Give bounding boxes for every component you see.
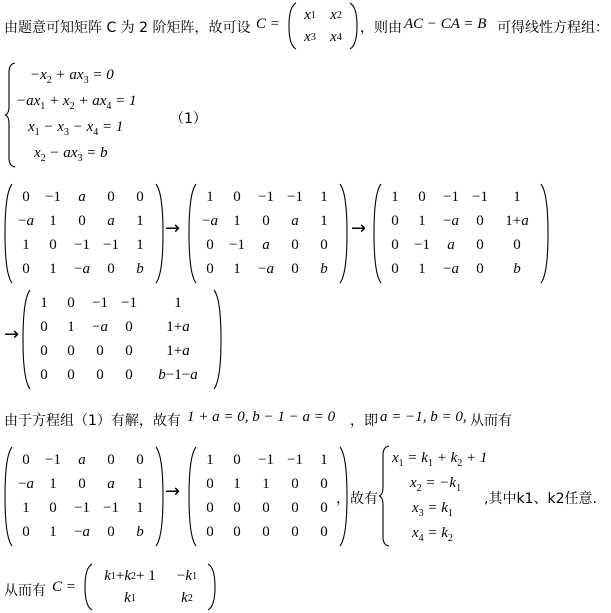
matrix-cell: −1 bbox=[103, 237, 119, 253]
right-parenthesis bbox=[155, 446, 164, 547]
row-reduce-arrow-4: → bbox=[165, 481, 181, 502]
matrix-cell: 1 bbox=[233, 261, 241, 277]
matrix-cell: 1 bbox=[22, 237, 30, 253]
right-parenthesis bbox=[155, 183, 164, 284]
matrix-cell: 0 bbox=[49, 500, 57, 516]
matrix-cell: − a bbox=[18, 213, 34, 229]
matrix-cell: a bbox=[78, 452, 86, 468]
matrix-cell: 0 bbox=[291, 524, 299, 540]
matrix-cell: 0 bbox=[262, 500, 270, 516]
matrix-cell: 1 bbox=[49, 213, 57, 229]
matrix-cell: −1 bbox=[287, 452, 303, 468]
matrix-cell: 0 bbox=[22, 261, 30, 277]
matrix-cell: k 1 bbox=[124, 589, 136, 606]
matrix-cell: 1 bbox=[136, 237, 144, 253]
hence-text: 从而有 bbox=[470, 413, 512, 429]
row-reduce-arrow-3: → bbox=[4, 324, 20, 345]
matrix-cell: 1 bbox=[391, 189, 399, 205]
matrix-cell: a bbox=[447, 237, 455, 253]
matrix-cell: 0 bbox=[391, 261, 399, 277]
matrix-cell: 0 bbox=[291, 237, 299, 253]
matrix-cell: 0 bbox=[67, 367, 75, 383]
matrix-cell: 0 bbox=[96, 367, 104, 383]
matrix-cell: a bbox=[107, 476, 115, 492]
solution-equation: $x_1 = k_1 + k_2 + 1$ bbox=[392, 450, 488, 469]
matrix-cell: x 3 bbox=[304, 28, 316, 45]
matrix-cell: 0 bbox=[476, 237, 484, 253]
left-parenthesis bbox=[188, 446, 197, 547]
left-parenthesis bbox=[4, 446, 13, 547]
matrix-cell: −1 bbox=[45, 189, 61, 205]
matrix-cell: −1 bbox=[443, 189, 459, 205]
system-equation: $-x_2 + ax_3 = 0$ bbox=[30, 67, 114, 86]
matrix-cell: −1 bbox=[74, 500, 90, 516]
matrix-cell: 0 bbox=[206, 261, 214, 277]
matrix-cell: 0 bbox=[206, 237, 214, 253]
left-parenthesis bbox=[288, 2, 297, 50]
matrix-cell: 1+ a bbox=[505, 213, 529, 229]
intro-text: 由题意可知矩阵 C 为 2 阶矩阵，故可设 bbox=[4, 20, 251, 36]
matrix-cell: 0 bbox=[320, 237, 328, 253]
right-parenthesis bbox=[207, 563, 216, 611]
right-parenthesis bbox=[213, 289, 222, 390]
matrix-cell: 1 bbox=[206, 189, 214, 205]
matrix-cell: 0 bbox=[96, 343, 104, 359]
matrix-cell: − a bbox=[74, 524, 90, 540]
matrix-cell: 0 bbox=[125, 343, 133, 359]
solution-equation: $x_3 = k_1$ bbox=[412, 500, 453, 519]
solution-brace bbox=[378, 445, 390, 547]
matrix-cell: a bbox=[107, 213, 115, 229]
matrix-cell: 0 bbox=[233, 524, 241, 540]
left-parenthesis bbox=[373, 183, 382, 284]
arbitrary-constants-text: ,其中k1、k2任意. bbox=[484, 491, 597, 507]
matrix-cell: 1 bbox=[136, 476, 144, 492]
matrix-cell: 0 bbox=[391, 213, 399, 229]
matrix-cell: −1 bbox=[229, 237, 245, 253]
system-equation: $-ax_1 + x_2 + ax_4 = 1$ bbox=[16, 93, 137, 112]
matrix-cell: 0 bbox=[262, 213, 270, 229]
matrix-cell: 1 bbox=[49, 524, 57, 540]
matrix-cell: −1 bbox=[92, 295, 108, 311]
matrix-cell: 0 bbox=[107, 452, 115, 468]
matrix-cell: 1 bbox=[174, 295, 182, 311]
matrix-cell: 0 bbox=[136, 189, 144, 205]
matrix-cell: x 1 bbox=[304, 6, 316, 23]
right-parenthesis bbox=[349, 2, 358, 50]
matrix-cell: k 2 bbox=[181, 589, 193, 606]
matrix-cell: 0 bbox=[418, 189, 426, 205]
matrix-cell: x 4 bbox=[330, 28, 342, 45]
left-parenthesis bbox=[188, 183, 197, 284]
matrix-cell: 0 bbox=[78, 213, 86, 229]
matrix-cell: a bbox=[262, 237, 270, 253]
matrix-cell: 1 bbox=[49, 261, 57, 277]
system-equation: $x_2 - ax_3 = b$ bbox=[34, 145, 108, 164]
matrix-cell: −1 bbox=[258, 452, 274, 468]
system-intro-text: 可得线性方程组： bbox=[497, 20, 609, 36]
matrix-cell: 0 bbox=[513, 237, 521, 253]
matrix-cell: −1 bbox=[121, 295, 137, 311]
matrix-cell: 1 bbox=[136, 213, 144, 229]
matrix-cell: −1 bbox=[45, 452, 61, 468]
matrix-cell: 0 bbox=[476, 213, 484, 229]
matrix-cell: −1 bbox=[258, 189, 274, 205]
matrix-cell: 0 bbox=[40, 367, 48, 383]
matrix-cell: 0 bbox=[476, 261, 484, 277]
matrix-cell: 0 bbox=[107, 524, 115, 540]
matrix-cell: 1 bbox=[49, 476, 57, 492]
matrix-cell: 1 bbox=[67, 319, 75, 335]
matrix-cell: b −1− a bbox=[158, 367, 198, 383]
reduced-matrix bbox=[188, 446, 348, 547]
matrix-cell: 0 bbox=[67, 343, 75, 359]
matrix-cell: − a bbox=[92, 319, 108, 335]
matrix-cell: b bbox=[513, 261, 521, 277]
matrix-cell: −1 bbox=[472, 189, 488, 205]
augmented-matrix-4 bbox=[22, 289, 222, 390]
matrix-cell: − a bbox=[74, 261, 90, 277]
solvability-conditions: 1 + a = 0, b − 1 − a = 0 bbox=[187, 409, 336, 425]
final-c-matrix bbox=[84, 563, 216, 611]
matrix-cell: 1 bbox=[233, 213, 241, 229]
matrix-cell: − a bbox=[443, 213, 459, 229]
matrix-cell: 0 bbox=[320, 524, 328, 540]
matrix-cell: x 2 bbox=[330, 6, 342, 23]
right-parenthesis bbox=[540, 183, 549, 284]
matrix-cell: − a bbox=[443, 261, 459, 277]
matrix-cell: 1 bbox=[513, 189, 521, 205]
then-text: ，则由 bbox=[360, 20, 402, 36]
matrix-cell: 1+ a bbox=[166, 319, 190, 335]
matrix-cell: 0 bbox=[78, 476, 86, 492]
matrix-cell: 0 bbox=[125, 367, 133, 383]
matrix-cell: 0 bbox=[49, 237, 57, 253]
matrix-cell: − a bbox=[202, 213, 218, 229]
solution-equation: $x_4 = k_2$ bbox=[412, 525, 453, 544]
matrix-cell: 0 bbox=[320, 500, 328, 516]
matrix-cell: k 1 + k 2 + 1 bbox=[104, 567, 156, 584]
matrix-cell: −1 bbox=[103, 500, 119, 516]
namely-text: ，即 bbox=[350, 413, 378, 429]
matrix-cell: −1 bbox=[414, 237, 430, 253]
matrix-cell: −1 bbox=[74, 237, 90, 253]
matrix-cell: 1+ a bbox=[166, 343, 190, 359]
matrix-cell: 1 bbox=[320, 189, 328, 205]
left-parenthesis bbox=[4, 183, 13, 284]
matrix-cell: 0 bbox=[22, 189, 30, 205]
matrix-cell: 0 bbox=[107, 189, 115, 205]
augmented-matrix-2 bbox=[188, 183, 348, 284]
right-parenthesis bbox=[339, 183, 348, 284]
matrix-cell: 0 bbox=[233, 452, 241, 468]
matrix-cell: 1 bbox=[40, 295, 48, 311]
matrix-cell: 1 bbox=[418, 261, 426, 277]
matrix-cell: 0 bbox=[320, 476, 328, 492]
solvability-text: 由于方程组（1）有解，故有 bbox=[4, 413, 181, 429]
matrix-cell: −1 bbox=[287, 189, 303, 205]
matrix-cell: 1 bbox=[206, 452, 214, 468]
augmented-matrix-substituted bbox=[4, 446, 164, 547]
commutator-equation: AC − CA = B bbox=[404, 16, 487, 32]
matrix-cell: − a bbox=[258, 261, 274, 277]
matrix-cell: 0 bbox=[291, 476, 299, 492]
matrix-cell: 0 bbox=[67, 295, 75, 311]
matrix-cell: 0 bbox=[262, 524, 270, 540]
left-parenthesis bbox=[22, 289, 31, 390]
matrix-cell: 1 bbox=[320, 452, 328, 468]
matrix-cell: 0 bbox=[233, 189, 241, 205]
final-c-equals-label: C = bbox=[52, 579, 76, 595]
matrix-cell: 0 bbox=[22, 524, 30, 540]
matrix-cell: 0 bbox=[233, 500, 241, 516]
row-reduce-arrow-1: → bbox=[165, 218, 181, 239]
matrix-cell: 1 bbox=[233, 476, 241, 492]
augmented-matrix-1 bbox=[4, 183, 164, 284]
row-reduce-arrow-2: → bbox=[351, 218, 367, 239]
augmented-matrix-3 bbox=[373, 183, 549, 284]
left-parenthesis bbox=[84, 563, 93, 611]
matrix-cell: 0 bbox=[40, 343, 48, 359]
matrix-cell: b bbox=[320, 261, 328, 277]
matrix-cell: 0 bbox=[291, 261, 299, 277]
matrix-cell: 0 bbox=[206, 524, 214, 540]
matrix-cell: a bbox=[291, 213, 299, 229]
c-variable-matrix bbox=[288, 2, 358, 50]
matrix-cell: 1 bbox=[418, 213, 426, 229]
solution-equation: $x_2 = -k_1$ bbox=[410, 475, 462, 494]
matrix-cell: − k 1 bbox=[176, 567, 198, 584]
matrix-cell: b bbox=[136, 261, 144, 277]
matrix-cell: 0 bbox=[291, 500, 299, 516]
matrix-cell: 1 bbox=[262, 476, 270, 492]
matrix-cell: − a bbox=[18, 476, 34, 492]
matrix-cell: 0 bbox=[136, 452, 144, 468]
conclusion-text: 从而有 bbox=[4, 583, 46, 599]
therefore-text: ，故有 bbox=[336, 491, 378, 507]
matrix-cell: 0 bbox=[206, 500, 214, 516]
system-brace bbox=[4, 62, 16, 168]
matrix-cell: 0 bbox=[107, 261, 115, 277]
system-equation: $x_1 - x_3 - x_4 = 1$ bbox=[28, 119, 124, 138]
matrix-cell: 0 bbox=[40, 319, 48, 335]
matrix-cell: 1 bbox=[320, 213, 328, 229]
matrix-cell: 0 bbox=[22, 452, 30, 468]
matrix-cell: 0 bbox=[206, 476, 214, 492]
matrix-cell: 1 bbox=[22, 500, 30, 516]
matrix-cell: 0 bbox=[125, 319, 133, 335]
matrix-cell: 1 bbox=[136, 500, 144, 516]
system-label: （1） bbox=[170, 111, 207, 127]
matrix-cell: 0 bbox=[391, 237, 399, 253]
c-equals-label: C = bbox=[256, 16, 280, 32]
parameter-values: a = −1, b = 0, bbox=[380, 409, 467, 425]
matrix-cell: b bbox=[136, 524, 144, 540]
matrix-cell: a bbox=[78, 189, 86, 205]
